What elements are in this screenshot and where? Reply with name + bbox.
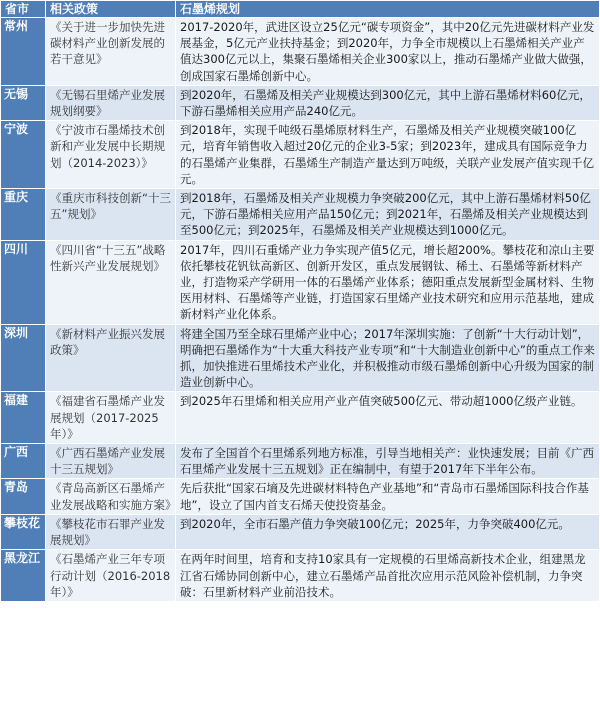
header-policy: 相关政策 <box>46 1 176 18</box>
policy-cell: 《攀枝花市石罪产业发展规划》 <box>46 514 176 549</box>
policy-cell: 《重庆市科技创新“十三五”规划》 <box>46 189 176 241</box>
plan-cell: 将建全国乃至全球石里烯产业中心；2017年深圳实施：了创新“十大行动计划”，明确把石墨烯作为“十大重大科技产业专项”和“十大制造业创新中心”的重点工作来抓，加快推进石里烯技术产业化，并积极推动市级石墨烯创新中心升级为国家的制造业创新中心。 <box>176 324 600 392</box>
table-row <box>1 240 600 324</box>
table-row <box>1 514 600 549</box>
plan-cell: 到2025年石里烯和相关应用产业产值突破500亿元、带动超1000亿级产业链。 <box>176 392 600 444</box>
policy-cell: 《宁波市石墨烯技术创新和产业发展中长期规划（2014-2023）》 <box>46 121 176 189</box>
plan-cell: 在两年时间里，培育和支持10家具有一定规模的石里烯高新技术企业，组建黑龙江省石烯协同创新中心，建立石墨烯产品首批次应用示范风险补偿机制，力争突破：石里新材料产业前沿技术。 <box>176 550 600 602</box>
province-cell: 重庆 <box>1 189 46 241</box>
header-row <box>1 1 600 18</box>
plan-cell: 2017年，四川石重烯产业力争实现产值5亿元，增长超200%。攀枝花和凉山主要依托攀枝花钒钛高新区、创新开发区，重点发展钢钛、稀土、石墨烯等新材料产业，打造物采产学研用一体的石墨烯产业体系；德阳重点发展新型金属材料、生物医用材料、石墨烯等产业链，打造国家石里烯产业技术研究和应用示范基地，建成新材料产业化体系。 <box>176 240 600 324</box>
plan-cell: 到2020年，全市石墨产值力争突破100亿元；2025年，力争突破400亿元。 <box>176 514 600 549</box>
table-row <box>1 479 600 514</box>
plan-cell: 发布了全国首个石里烯系列地方标准，引导当地相关产：业快速发展；目前《广西石里烯产业发展十三五规划》正在编制中，有望于2017年下半年公布。 <box>176 444 600 479</box>
policy-cell: 《青岛高新区石墨烯产业发展战略和实施方案》 <box>46 479 176 514</box>
policy-cell: 《关于进一步加快先进碳材料产业创新发展的若干意见》 <box>46 18 176 86</box>
header-province: 省市 <box>1 1 46 18</box>
policy-cell: 《福建省石墨烯产业发展规划（2017-2025年）》 <box>46 392 176 444</box>
plan-cell: 2017-2020年，武进区设立25亿元“碳专项资金”，其中20亿元先进碳材料产业发展基金，5亿元产业扶持基金；到2020年，力争全市规模以上石墨烯相关产业产值达300亿元以上，集聚石墨烯相关企业300家以上，推动石墨烯产业做大做强，创成国家石墨烯创新中心。 <box>176 18 600 86</box>
province-cell: 青岛 <box>1 479 46 514</box>
province-cell: 宁波 <box>1 121 46 189</box>
table-row <box>1 121 600 189</box>
policy-cell: 《四川省“十三五”战略性新兴产业发展规划》 <box>46 240 176 324</box>
table-row <box>1 189 600 241</box>
plan-cell: 到2020年，石墨烯及相关产业规模达到300亿元，其中上游石墨烯材料60亿元，下游石墨烯相关应用产品240亿元。 <box>176 85 600 120</box>
plan-cell: 到2018年，实现千吨级石墨烯原材料生产，石墨烯及相关产业规模突破100亿元，培育年销售收入超过20亿元的企业3-5家；到2023年，建成具有国际竞争力的石墨烯产业集群，石墨烯生产制造产量达到万吨级，关联产业发展产值实现千亿元。 <box>176 121 600 189</box>
policy-cell: 《无锡石里烯产业发展规划纲要》 <box>46 85 176 120</box>
table-row <box>1 85 600 120</box>
province-cell: 四川 <box>1 240 46 324</box>
table-row <box>1 550 600 602</box>
policy-cell: 《广西石墨烯产业发展十三五规划》 <box>46 444 176 479</box>
province-cell: 深圳 <box>1 324 46 392</box>
province-cell: 黑龙江 <box>1 550 46 602</box>
plan-cell: 先后获批“国家石墒及先进碳材料特色产业基地”和“青岛市石墨烯国际科技合作基地”，设立了国内首支石烯天使投资基金。 <box>176 479 600 514</box>
province-cell: 攀枝花 <box>1 514 46 549</box>
table-row <box>1 444 600 479</box>
province-cell: 福建 <box>1 392 46 444</box>
province-cell: 常州 <box>1 18 46 86</box>
province-cell: 广西 <box>1 444 46 479</box>
province-cell: 无锡 <box>1 85 46 120</box>
plan-cell: 到2018年，石墨烯及相关产业规模力争突破200亿元，其中上游石墨烯材料50亿元，下游石墨烯相关应用产品150亿元；到2021年，石墨烯及相关产业规模达到至500亿元；到2025年，石墨烯及相关产业规模达到1000亿元。 <box>176 189 600 241</box>
policy-cell: 《石墨烯产业三年专项行动计划（2016-2018年）》 <box>46 550 176 602</box>
policy-cell: 《新材料产业振兴发展政策》 <box>46 324 176 392</box>
header-plan: 石墨烯规划 <box>176 1 600 18</box>
table-row <box>1 324 600 392</box>
table-row <box>1 392 600 444</box>
table-row <box>1 18 600 86</box>
